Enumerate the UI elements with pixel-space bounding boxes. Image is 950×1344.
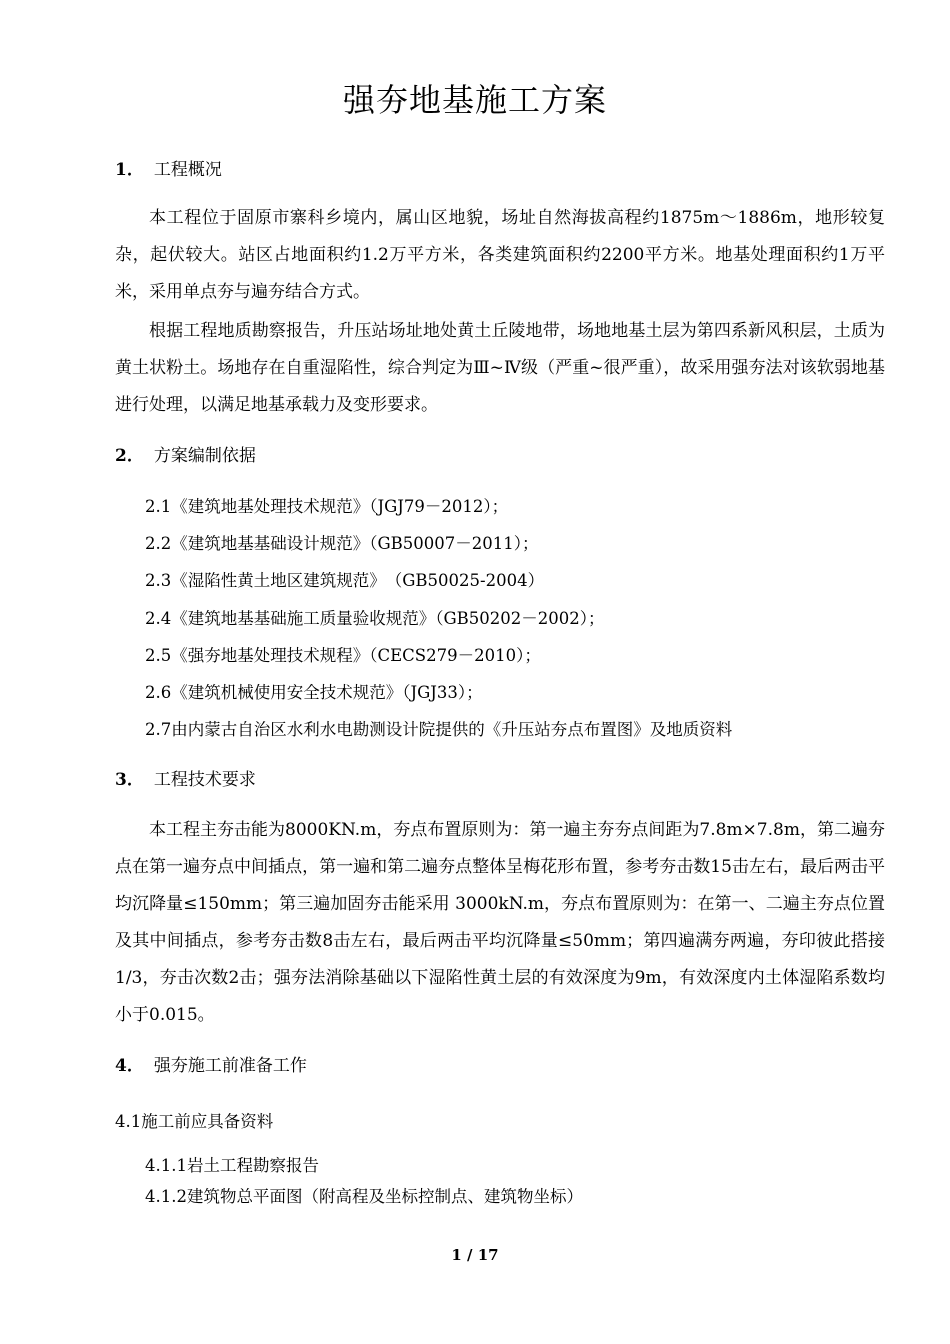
page-number	[0, 1244, 950, 1266]
reference-item: 2.7由内蒙古自治区水利水电勘测设计院提供的《升压站夯点布置图》及地质资料	[145, 720, 733, 739]
reference-item: 2.2《建筑地基基础设计规范》（GB50007－2011）；	[145, 534, 539, 553]
section-1-paragraph-2: 根据工程地质勘察报告，升压站场址地处黄土丘陵地带，场地地基土层为第四系新风积层，土质为黄土状粉土。场地存在自重湿陷性，综合判定为Ⅲ~Ⅳ级（严重~很严重），故采用强夯法对该软弱地基进行处理，以满足地基承载力及变形要求。	[115, 321, 885, 415]
section-2-title: 方案编制依据	[153, 446, 256, 466]
subsection-4-1-heading: 4.1施工前应具备资料	[115, 1112, 274, 1131]
section-1-paragraph-1: 本工程位于固原市寨科乡境内，属山区地貌，场址自然海拔高程约1875m～1886m，地形较复杂，起伏较大。站区占地面积约1.2万平方米，各类建筑面积约2200平方米。地基处理面积约1万平米，采用单点夯与遍夯结合方式。	[115, 208, 885, 302]
section-2-number: 2．	[115, 446, 144, 466]
section-4-title: 强夯施工前准备工作	[153, 1056, 307, 1076]
current-page: 1	[451, 1246, 462, 1264]
page-separator: /	[467, 1246, 473, 1264]
section-3-number: 3．	[115, 770, 144, 790]
section-4-number: 4．	[115, 1056, 144, 1076]
section-3-title: 工程技术要求	[153, 770, 256, 790]
total-pages: 17	[477, 1246, 499, 1264]
list-item: 4.1.1岩土工程勘察报告	[145, 1156, 319, 1175]
section-3-paragraph-1: 本工程主夯击能为8000KN.m，夯点布置原则为：第一遍主夯夯点间距为7.8m×7.8m，第二遍夯点在第一遍夯点中间插点，第一遍和第二遍夯点整体呈梅花形布置，参考夯击数15击左右，最后两击平均沉降量≤150mm；第三遍加固夯击能采用 3000kN.m，夯点布置原则为：在第一、二遍主夯点位置及其中间插点，参考夯击数8击左右，最后两击平均沉降量≤50mm；第四遍满夯两遍，夯印彼此搭接1/3，夯击次数2击；强夯法消除基础以下湿陷性黄土层的有效深度为9m，有效深度内土体湿陷系数均小于0.015。	[115, 820, 885, 1025]
section-1-heading	[115, 158, 222, 182]
reference-item: 2.4《建筑地基基础施工质量验收规范》（GB50202－2002）；	[145, 609, 605, 628]
section-2-heading	[115, 444, 256, 468]
reference-item: 2.1《建筑地基处理技术规范》（JGJ79－2012）；	[145, 497, 509, 516]
list-item: 4.1.2建筑物总平面图（附高程及坐标控制点、建筑物坐标）	[145, 1187, 583, 1206]
reference-item: 2.5《强夯地基处理技术规程》（CECS279－2010）；	[145, 646, 541, 665]
section-4-heading	[115, 1054, 307, 1078]
section-3-heading	[115, 768, 256, 792]
document-title: 强夯地基施工方案	[342, 81, 607, 119]
section-1-number: 1．	[115, 160, 144, 180]
reference-item: 2.6《建筑机械使用安全技术规范》（JGJ33）；	[145, 683, 483, 702]
section-1-title: 工程概况	[153, 160, 222, 180]
reference-item: 2.3《湿陷性黄土地区建筑规范》 （GB50025-2004）	[145, 571, 545, 590]
